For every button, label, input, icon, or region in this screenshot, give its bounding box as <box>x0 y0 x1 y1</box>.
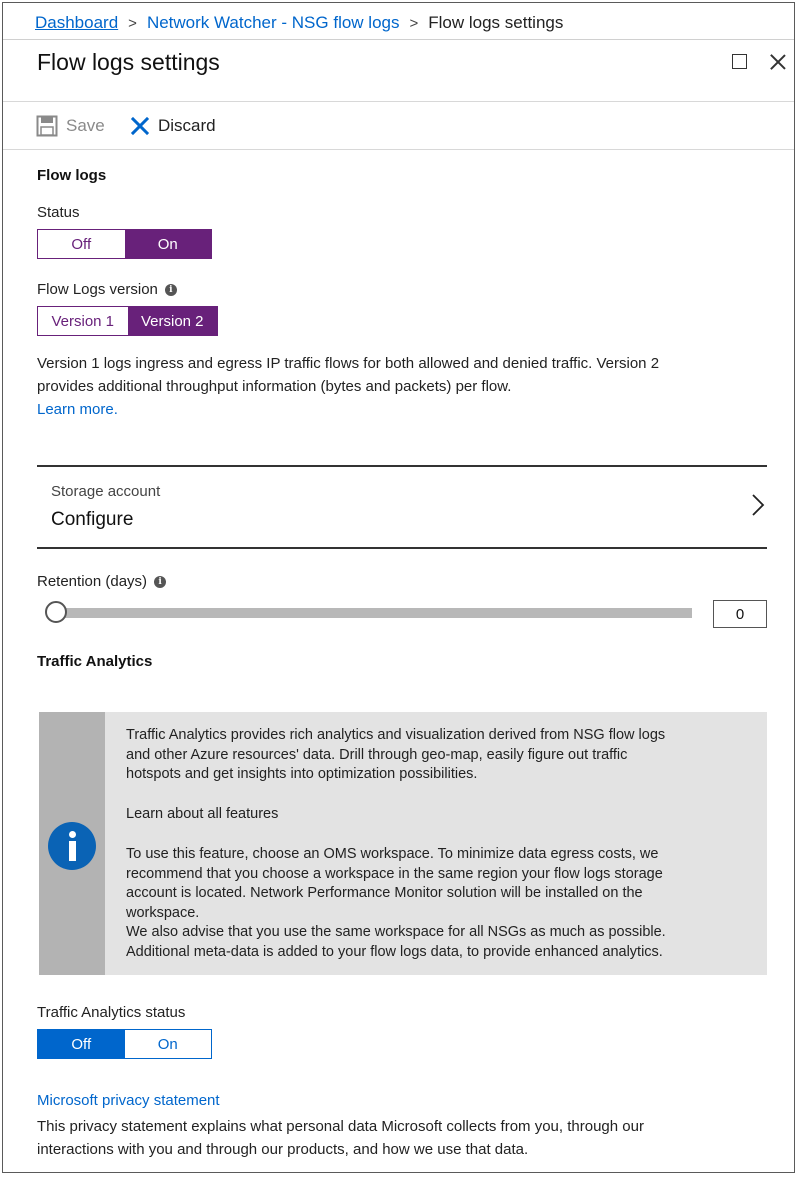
privacy-statement-link[interactable]: Microsoft privacy statement <box>37 1092 220 1109</box>
info-paragraph-2 <box>126 845 751 962</box>
info-box-sidebar <box>39 712 105 975</box>
close-icon[interactable] <box>767 51 789 73</box>
page-title: Flow logs settings <box>37 49 220 75</box>
breadcrumb-dashboard[interactable]: Dashboard <box>35 13 119 32</box>
info-icon[interactable]: i <box>165 284 177 296</box>
retention-slider-thumb[interactable] <box>45 601 67 623</box>
discard-button[interactable] <box>130 113 216 139</box>
version-1-option[interactable]: Version 1 <box>38 307 128 335</box>
info-line: Additional meta-data is added to your flow logs data, to provide enhanced analytics. <box>126 943 663 960</box>
privacy-text-line: This privacy statement explains what personal data Microsoft collects from you, through our <box>37 1118 644 1135</box>
blade-frame <box>2 2 795 1173</box>
version-toggle[interactable] <box>37 306 218 336</box>
traffic-analytics-status-label-text: Traffic Analytics status <box>37 1004 186 1021</box>
divider <box>3 39 794 40</box>
privacy-statement-text <box>37 1115 767 1161</box>
breadcrumb-separator: > <box>128 14 137 32</box>
info-circle-icon <box>48 822 96 870</box>
discard-label: Discard <box>158 116 216 135</box>
breadcrumb <box>35 11 563 35</box>
status-toggle[interactable] <box>37 229 212 259</box>
info-icon[interactable]: i <box>154 576 166 588</box>
version-2-option[interactable]: Version 2 <box>128 307 218 335</box>
version-description-line: provides additional throughput information (bytes and packets) per flow. <box>37 378 512 395</box>
divider <box>37 547 767 549</box>
divider <box>37 465 767 467</box>
divider <box>3 149 794 150</box>
divider <box>3 101 794 102</box>
flow-logs-heading: Flow logs <box>37 167 107 184</box>
info-line: workspace. <box>126 904 200 921</box>
info-line: account is located. Network Performance Monitor solution will be installed on the <box>126 885 643 901</box>
status-label-text: Status <box>37 204 80 221</box>
info-line: and other Azure resources' data. Drill through geo-map, easily figure out traffic <box>126 746 628 763</box>
info-paragraph-1 <box>126 726 751 785</box>
traffic-analytics-status-label <box>37 1004 185 1021</box>
breadcrumb-separator: > <box>409 14 419 32</box>
privacy-text-line: interactions with you and through our products, and how we use that data. <box>37 1141 529 1158</box>
save-button[interactable] <box>36 113 105 139</box>
status-off-option[interactable]: Off <box>38 230 125 258</box>
retention-label-text: Retention (days) <box>37 573 148 590</box>
version-description <box>37 352 767 421</box>
retention-label <box>37 573 166 590</box>
chevron-right-icon <box>751 493 765 517</box>
save-label: Save <box>66 116 105 135</box>
info-line: We also advise that you use the same workspace for all NSGs as much as possible. <box>126 924 666 940</box>
status-on-option[interactable]: On <box>125 230 212 258</box>
breadcrumb-nsg-flow-logs[interactable]: Network Watcher - NSG flow logs <box>146 13 400 32</box>
flow-logs-version-label-text: Flow Logs version <box>37 281 158 298</box>
retention-days-input[interactable] <box>713 600 767 628</box>
storage-account-value: Configure <box>51 509 134 530</box>
version-description-line: Version 1 logs ingress and egress IP traffic flows for both allowed and denied traffic. Version 2 <box>37 355 660 372</box>
traffic-analytics-heading: Traffic Analytics <box>37 653 153 670</box>
storage-account-label: Storage account <box>51 483 161 500</box>
ta-status-on-option[interactable]: On <box>125 1030 212 1058</box>
breadcrumb-current: Flow logs settings <box>428 13 564 32</box>
info-line: Traffic Analytics provides rich analytics and visualization derived from NSG flow logs <box>126 727 666 743</box>
traffic-analytics-info-box <box>39 712 767 975</box>
storage-account-row[interactable] <box>37 469 767 547</box>
learn-more-link[interactable]: Learn more. <box>37 401 118 418</box>
status-label <box>37 204 80 221</box>
info-line: hotspots and get insights into optimization possibilities. <box>126 766 478 782</box>
traffic-analytics-status-toggle[interactable] <box>37 1029 212 1059</box>
learn-about-features-link[interactable]: Learn about all features <box>126 806 279 822</box>
info-line: recommend that you choose a workspace in the same region your flow logs storage <box>126 865 663 882</box>
ta-status-off-option[interactable]: Off <box>38 1030 125 1058</box>
save-icon <box>36 115 58 137</box>
flow-logs-version-label <box>37 281 177 298</box>
retention-slider-track[interactable] <box>59 608 692 618</box>
maximize-icon[interactable] <box>729 51 751 73</box>
discard-x-icon <box>130 116 150 136</box>
info-line: To use this feature, choose an OMS workspace. To minimize data egress costs, we <box>126 846 659 862</box>
